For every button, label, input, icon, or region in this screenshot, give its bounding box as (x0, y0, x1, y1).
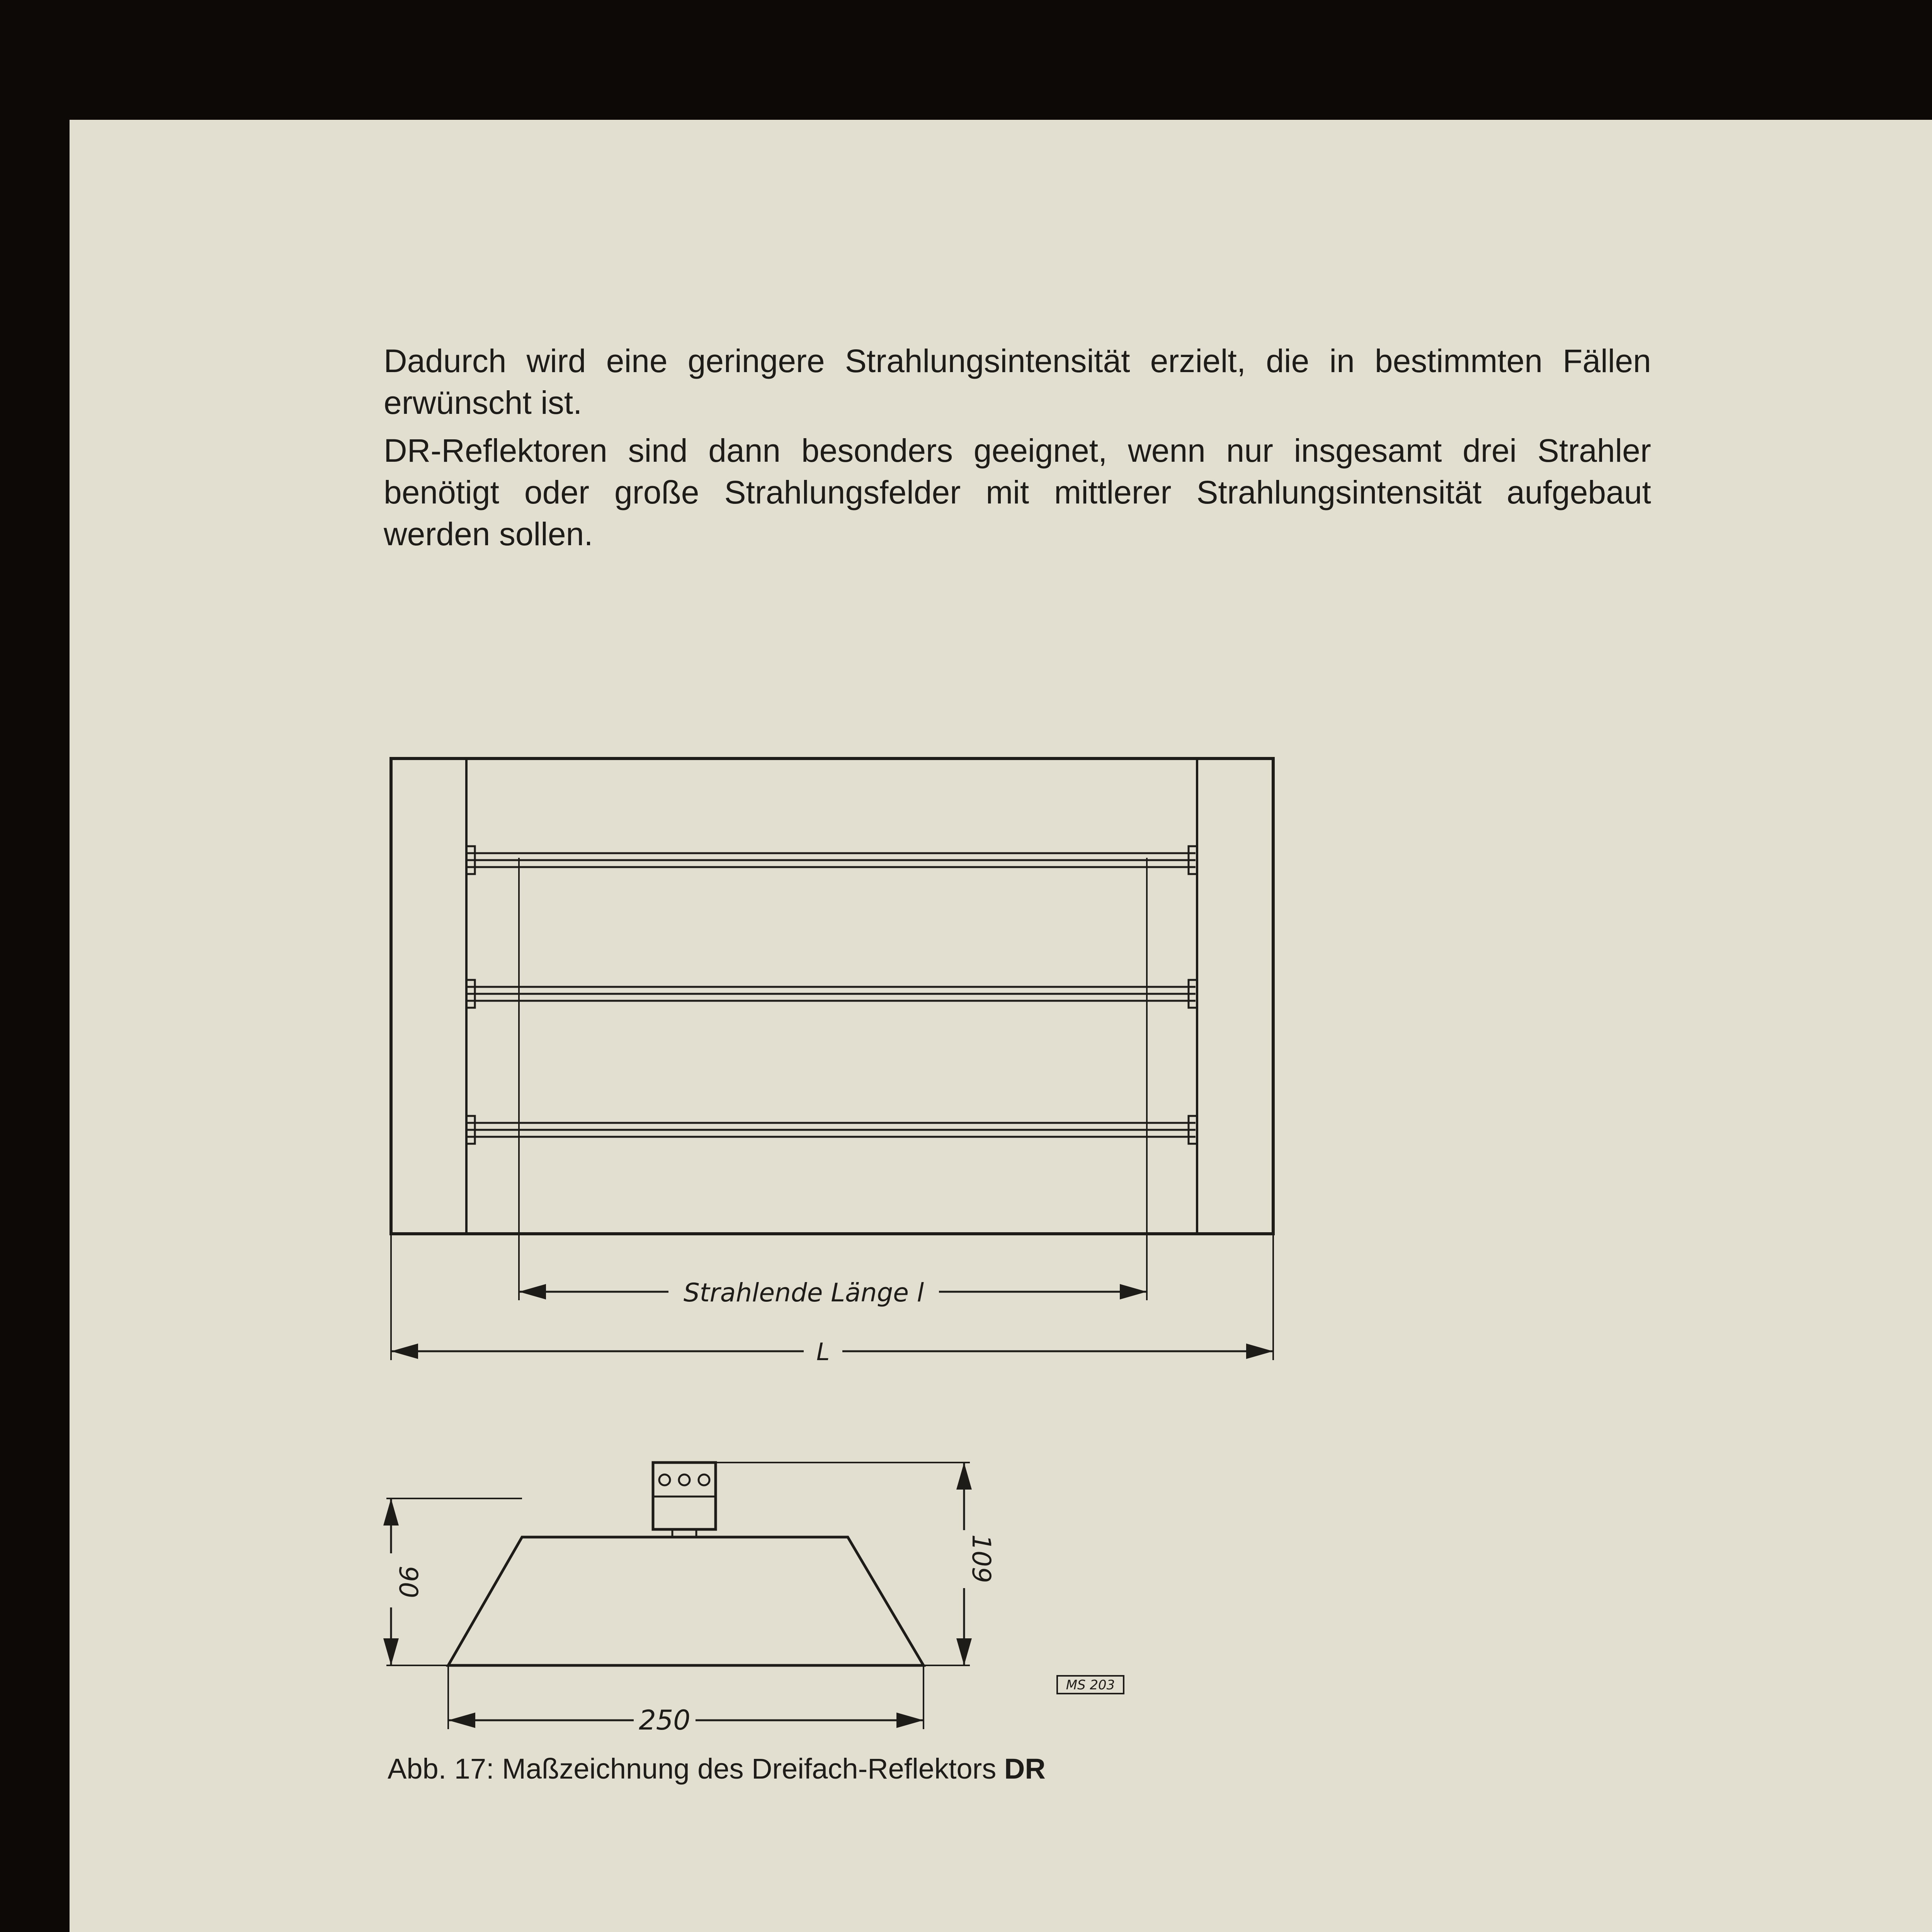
label-dim-90: 90 (393, 1566, 423, 1598)
label-dim-109: 109 (966, 1534, 996, 1583)
label-overall-length: L (816, 1338, 830, 1366)
label-strahlende-laenge: Strahlende Länge l (683, 1278, 924, 1308)
figure-caption-text: Abb. 17: Maßzeichnung des Dreifach-Reflektors (388, 1753, 1004, 1785)
figure-caption-bold: DR (1004, 1753, 1046, 1785)
intro-paragraph-1-text: Dadurch wird eine geringere Strahlungsintensität erzielt, die in bestimmten Fällen erwünscht ist. (384, 343, 1651, 421)
label-drawing-code: MS 203 (1066, 1677, 1115, 1693)
intro-paragraph-2-text: DR-Reflektoren sind dann besonders geeignet, wenn nur insgesamt drei Strahler benötigt oder große Strahlungsfelder mit mittlerer Strahlungsintensität aufgebaut werden sollen. (384, 432, 1651, 552)
label-dim-250: 250 (639, 1704, 690, 1736)
